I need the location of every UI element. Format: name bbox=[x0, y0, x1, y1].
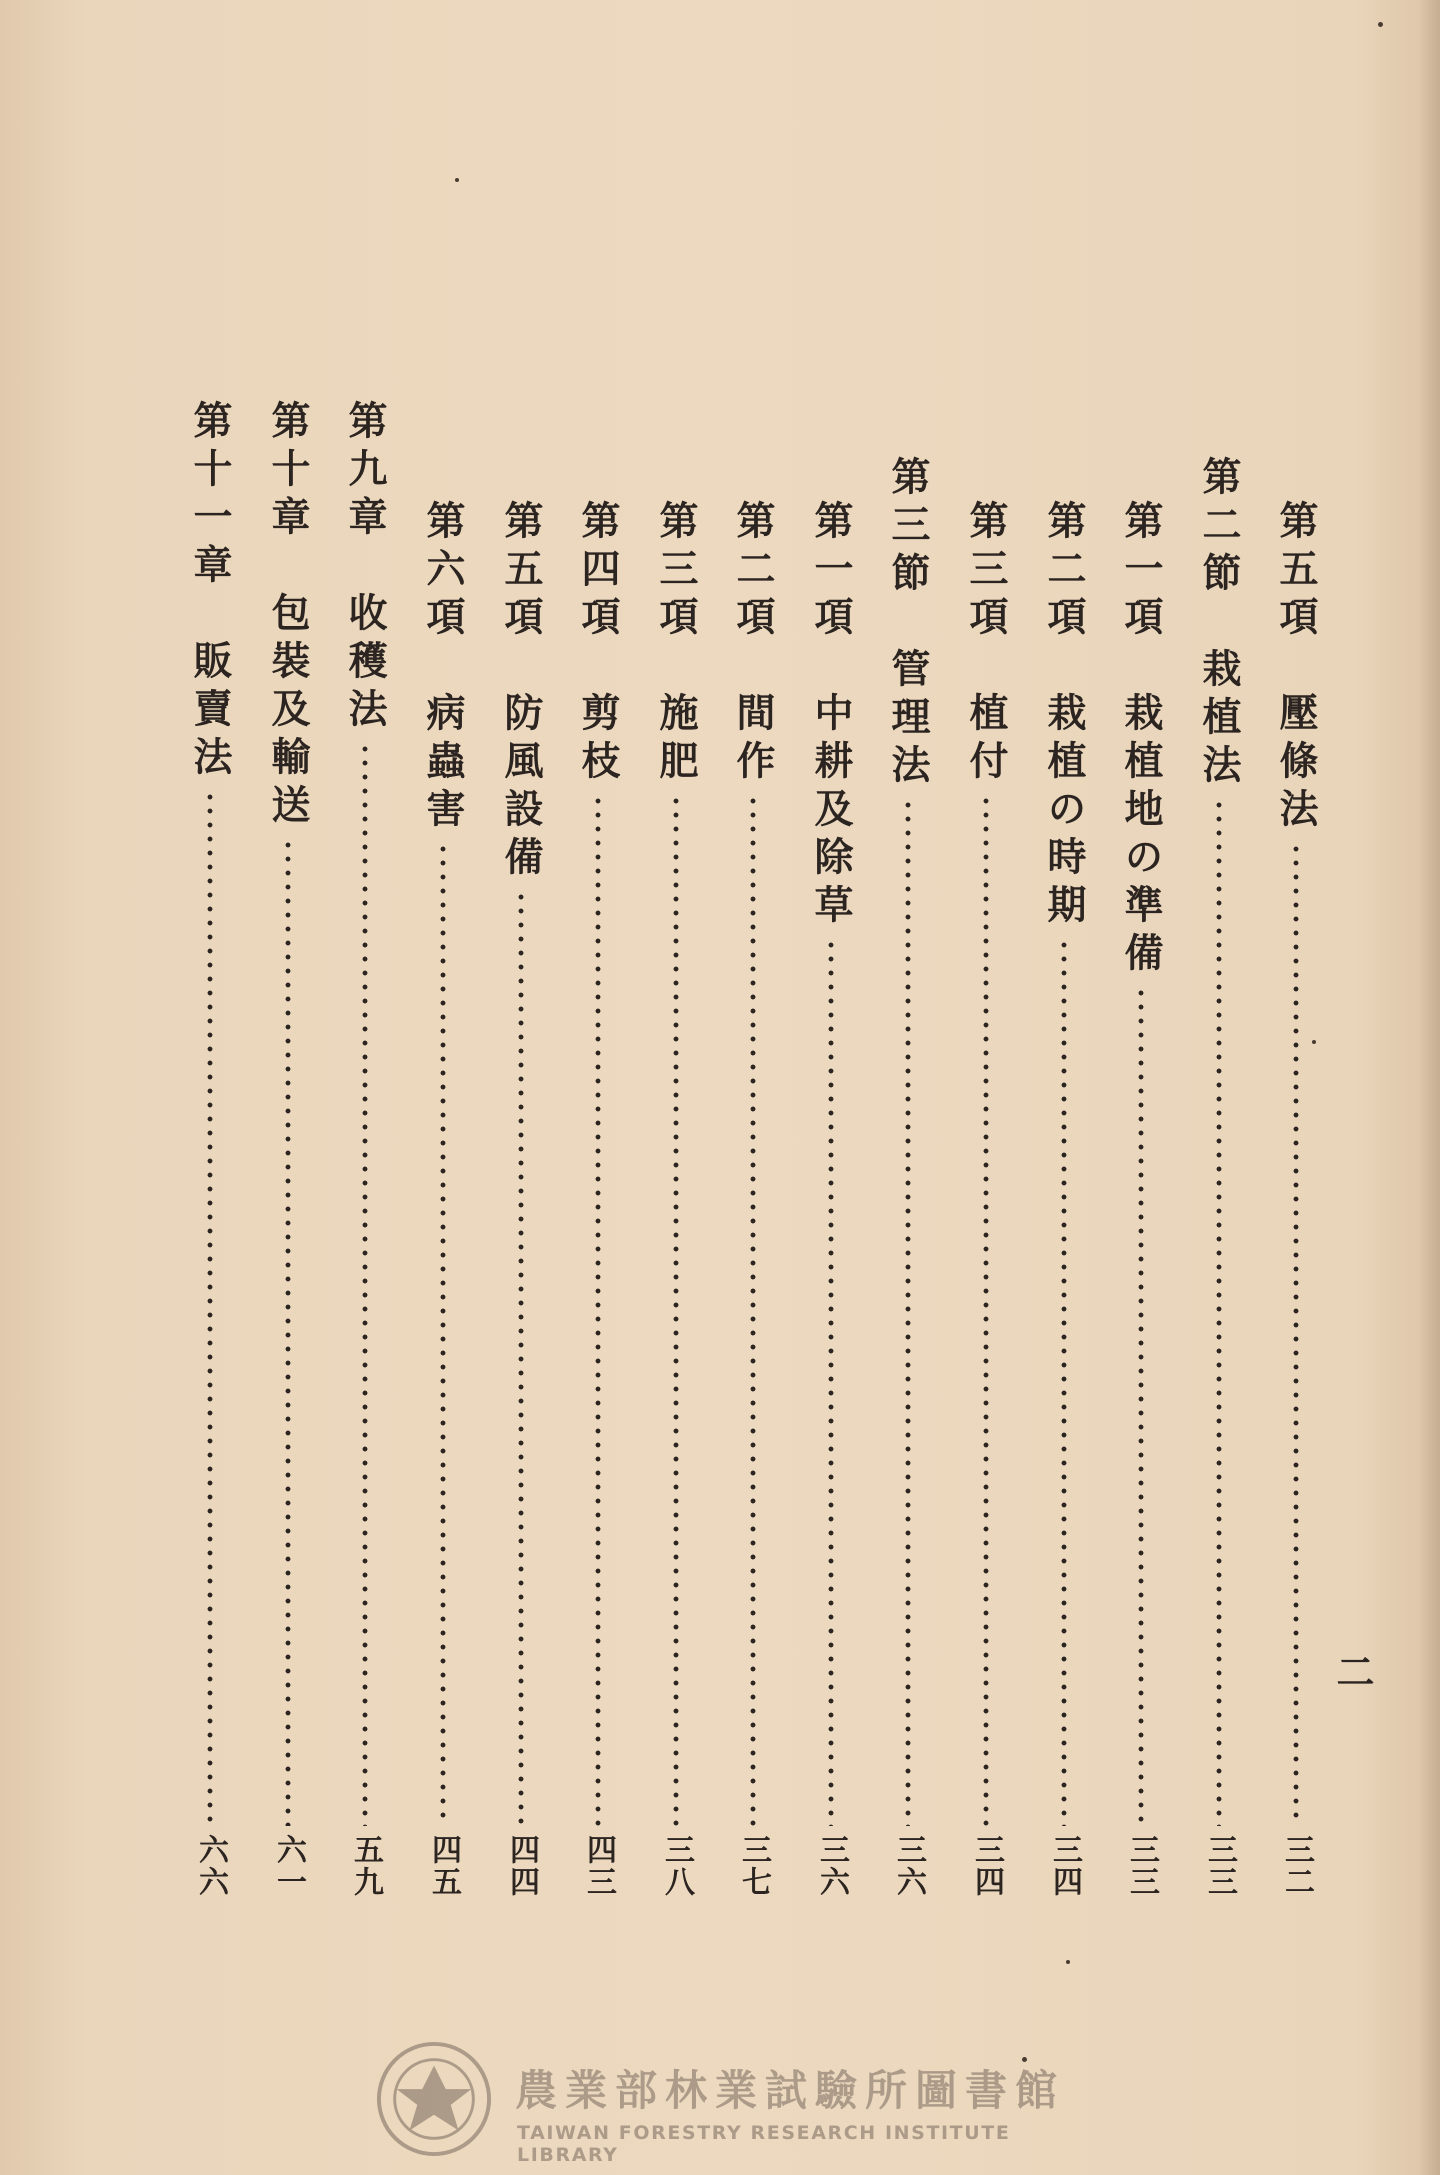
library-seal-icon bbox=[375, 2040, 493, 2158]
toc-entry bbox=[803, 500, 859, 1898]
toc-entry bbox=[1268, 500, 1324, 1898]
toc-entry-page: 三六 bbox=[891, 1834, 926, 1898]
toc-entry-label: 第二節 栽植法 bbox=[1196, 456, 1242, 792]
toc-entry bbox=[415, 500, 471, 1898]
leader-dots bbox=[440, 842, 446, 1826]
toc-entry-label: 第一項 中耕及除草 bbox=[808, 500, 854, 932]
leader-dots bbox=[285, 838, 291, 1826]
toc-entry-label: 第五項 壓條法 bbox=[1273, 500, 1319, 836]
toc-entry bbox=[570, 500, 626, 1898]
page-edge-shadow bbox=[1418, 0, 1440, 2175]
paper-speck bbox=[455, 178, 459, 182]
paper-speck bbox=[1378, 22, 1383, 27]
toc-entry-label: 第二項 間作 bbox=[730, 500, 776, 788]
toc-entry bbox=[725, 500, 781, 1898]
toc-entry-label: 第五項 防風設備 bbox=[498, 500, 544, 884]
toc-entry bbox=[880, 456, 936, 1898]
toc-entry-page: 六六 bbox=[193, 1834, 228, 1898]
toc-entry bbox=[1036, 500, 1092, 1898]
toc-entry-page: 三八 bbox=[659, 1834, 694, 1898]
toc-entry-label: 第六項 病蟲害 bbox=[420, 500, 466, 836]
leader-dots bbox=[983, 794, 989, 1826]
leader-dots bbox=[1293, 842, 1299, 1826]
watermark-chinese-text: 農業部林業試驗所圖書館 bbox=[515, 2066, 1066, 2115]
library-watermark bbox=[375, 2040, 1095, 2170]
leader-dots bbox=[828, 938, 834, 1826]
page-number: 二 bbox=[1330, 1652, 1375, 1690]
paper-speck bbox=[1066, 1960, 1070, 1964]
leader-dots bbox=[673, 794, 679, 1826]
watermark-english-text: TAIWAN FORESTRY RESEARCH INSTITUTE LIBRARY bbox=[517, 2122, 1011, 2166]
toc-entry-label: 第三節 管理法 bbox=[885, 456, 931, 792]
toc-entry-page: 三四 bbox=[1047, 1834, 1082, 1898]
toc-entry bbox=[337, 400, 393, 1898]
toc-entry-page: 五九 bbox=[348, 1834, 383, 1898]
leader-dots bbox=[1216, 798, 1222, 1826]
leader-dots bbox=[518, 890, 524, 1826]
toc-entry-label: 第三項 施肥 bbox=[653, 500, 699, 788]
leader-dots bbox=[595, 794, 601, 1826]
toc-entry-label: 第一項 栽植地の準備 bbox=[1118, 500, 1164, 980]
toc-entry-page: 三六 bbox=[814, 1834, 849, 1898]
toc-entry bbox=[260, 400, 316, 1898]
toc-entry-page: 三七 bbox=[736, 1834, 771, 1898]
toc-entry-label: 第四項 剪枝 bbox=[575, 500, 621, 788]
leader-dots bbox=[207, 790, 213, 1826]
toc-entry-page: 四四 bbox=[504, 1834, 539, 1898]
toc-entry-label: 第三項 植付 bbox=[963, 500, 1009, 788]
toc-entry bbox=[958, 500, 1014, 1898]
leader-dots bbox=[1061, 938, 1067, 1826]
toc-entry-page: 三三 bbox=[1124, 1834, 1159, 1898]
toc-entry-page: 四三 bbox=[581, 1834, 616, 1898]
toc-entry-page: 三二 bbox=[1279, 1834, 1314, 1898]
toc-entry-page: 三三 bbox=[1202, 1834, 1237, 1898]
toc-entry bbox=[648, 500, 704, 1898]
leader-dots bbox=[750, 794, 756, 1826]
toc-entry-page: 六一 bbox=[271, 1834, 306, 1898]
toc-entry-label: 第二項 栽植の時期 bbox=[1041, 500, 1087, 932]
toc-entry bbox=[1113, 500, 1169, 1898]
toc-entry bbox=[493, 500, 549, 1898]
leader-dots bbox=[905, 798, 911, 1826]
toc-entry-label: 第九章 收穫法 bbox=[342, 400, 388, 736]
leader-dots bbox=[362, 742, 368, 1826]
paper-speck bbox=[1312, 1040, 1316, 1044]
leader-dots bbox=[1138, 986, 1144, 1826]
toc-entry-page: 四五 bbox=[426, 1834, 461, 1898]
toc-entry-page: 三四 bbox=[969, 1834, 1004, 1898]
toc-entry-label: 第十章 包裝及輸送 bbox=[265, 400, 311, 832]
toc-entry bbox=[1191, 456, 1247, 1898]
toc-entry bbox=[182, 400, 238, 1898]
toc-entry-label: 第十一章 販賣法 bbox=[187, 400, 233, 784]
